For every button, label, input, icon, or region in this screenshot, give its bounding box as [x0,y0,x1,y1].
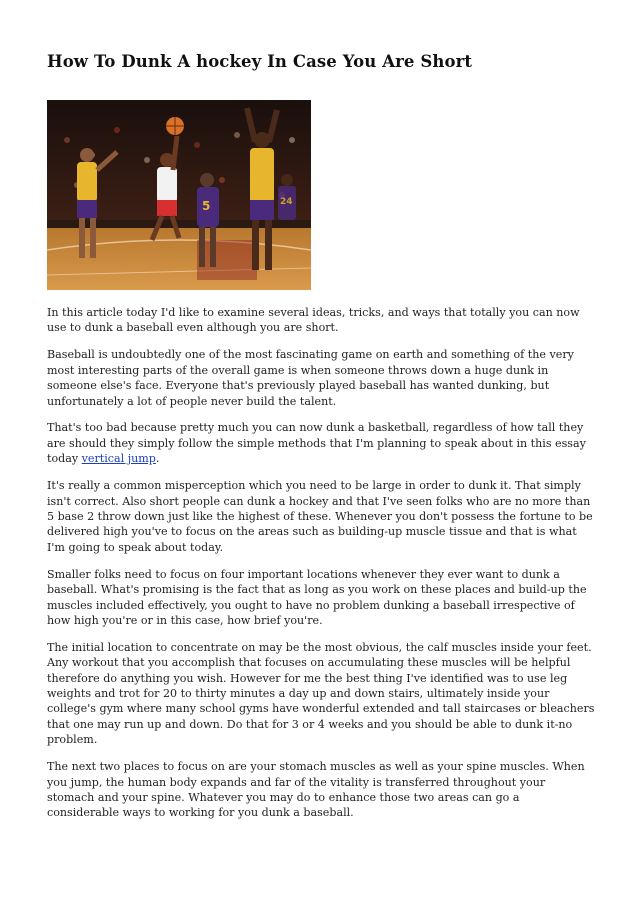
jersey-number-24: 24 [280,197,293,207]
basketball-photo-icon [47,100,311,290]
jersey-number-5: 5 [202,199,211,213]
paragraph-2: Baseball is undoubtedly one of the most fascinating game on earth and something of the very most interesting parts of the overall game is when someone throws down a huge dunk in someone else's face. Everyone that's previously played baseball has wanted dunking, but unfortunately a lot of people never build the talent. [47,348,574,408]
paragraph-3 [47,420,595,466]
paragraph-3-text: That's too bad because pretty much you can now dunk a basketball, regardless of how tall they are should they simply follow the simple methods that I'm planning to speak about in this essay today [47,421,586,466]
article-title: How To Dunk A hockey In Case You Are Short [47,52,473,71]
paragraph-5: Smaller folks need to focus on four important locations whenever they ever want to dunk a baseball. What's promising is the fact that as long as you work on these places and build-up the muscles included effectively, you ought to have no problem dunking a baseball irrespective of how high you're or in this case, how brief you're. [47,567,587,627]
paragraph-7: The next two places to focus on are your stomach muscles as well as your spine muscles. When you jump, the human body expands and far of the vitality is transferred throughout your stomach and your spine. Whatever you may do to enhance those two areas can go a considerable ways to working for you dunk a baseball. [47,760,585,820]
paragraph-6: The initial location to concentrate on may be the most obvious, the calf muscles inside your feet. Any workout that you accomplish that focuses on accumulating these muscles will be helpful therefore do anything you wish. However for me the best thing I've identified was to use leg weights and trot for 20 to thirty minutes a day up and down stairs, ultimately inside your college's gym where many school gyms have wonderful extended and tall staircases or bleachers that one may run up and down. Do that for 3 or 4 weeks and you should be able to dunk it-no problem. [47,640,595,747]
vertical-jump-link[interactable]: vertical jump [81,452,156,466]
paragraph-4: It's really a common misperception which you need to be large in order to dunk it. That simply isn't correct. Also short people can dunk a hockey and that I've seen folks who are no more than 5 base 2 throw down just like the highest of these. Whenever you don't possess the fortune to be delivered high you've to focus on the areas such as building-up muscle tissue and that is what I'm going to speak about today. [47,479,593,554]
paragraph-1: In this article today I'd like to examine several ideas, tricks, and ways that totally you can now use to dunk a baseball even although you are short. [47,306,580,335]
link-suffix: . [155,452,160,466]
article-body [47,305,595,832]
